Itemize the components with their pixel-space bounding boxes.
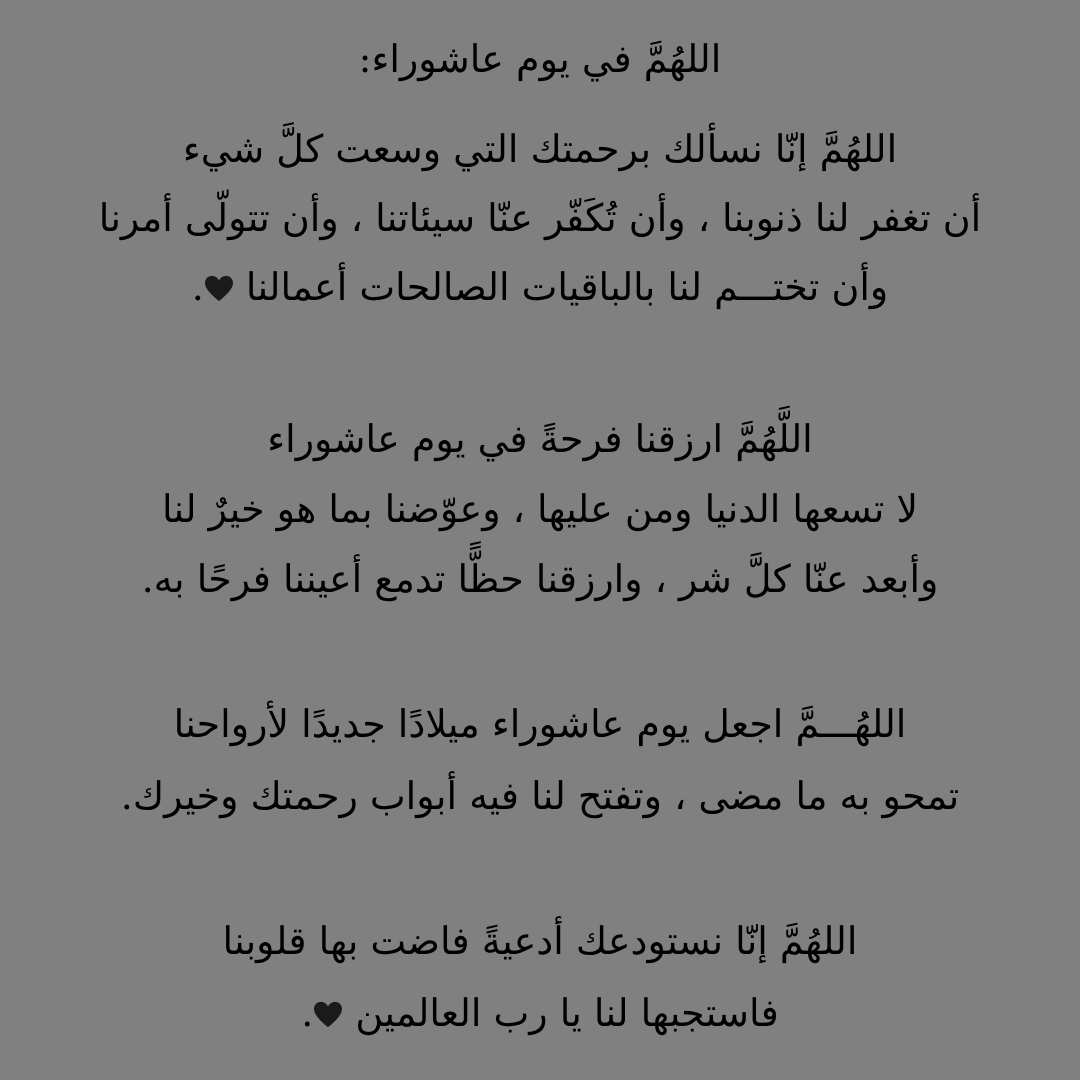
stanza-1-line-3 <box>0 265 1080 309</box>
stanza-1-line-2: أن تغفر لنا ذنوبنا ، وأن تُكَفّر عنّا سيئاتنا ، وأن تتولّى أمرنا <box>98 196 982 240</box>
stanza-4-line-2-period: . <box>301 991 314 1035</box>
stanza-4-line-2 <box>0 991 1080 1035</box>
stanza-2-line-2: لا تسعها الدنيا ومن عليها ، وعوّضنا بما هو خيرٌ لنا <box>161 487 919 531</box>
stanza-4-line-2-text: فاستجبها لنا يا رب العالمين <box>355 991 779 1035</box>
black-heart-icon <box>204 275 234 303</box>
stanza-3-line-1: اللهُـــمَّ اجعل يوم عاشوراء ميلادًا جديدًا لأرواحنا <box>173 702 907 746</box>
stanza-1-line-3-text: وأن تختـــم لنا بالباقيات الصالحات أعمالنا <box>245 265 889 309</box>
stanza-2-line-1: اللَّهُمَّ ارزقنا فرحةً في يوم عاشوراء <box>267 417 813 461</box>
black-heart-icon <box>313 1001 343 1029</box>
page-title: اللهُمَّ في يوم عاشوراء: <box>358 37 722 81</box>
stanza-3-line-2: تمحو به ما مضى ، وتفتح لنا فيه أبواب رحمتك وخيرك. <box>120 774 960 818</box>
stanza-4-line-1: اللهُمَّ إنّا نستودعك أدعيةً فاضت بها قلوبنا <box>222 919 858 963</box>
stanza-1-line-3-period: . <box>191 265 204 309</box>
stanza-2-line-3: وأبعد عنّا كلَّ شر ، وارزقنا حظًّا تدمع أعيننا فرحًا به. <box>141 557 939 601</box>
stanza-1-line-1: اللهُمَّ إنّا نسألك برحمتك التي وسعت كلَّ شيء <box>182 127 898 171</box>
